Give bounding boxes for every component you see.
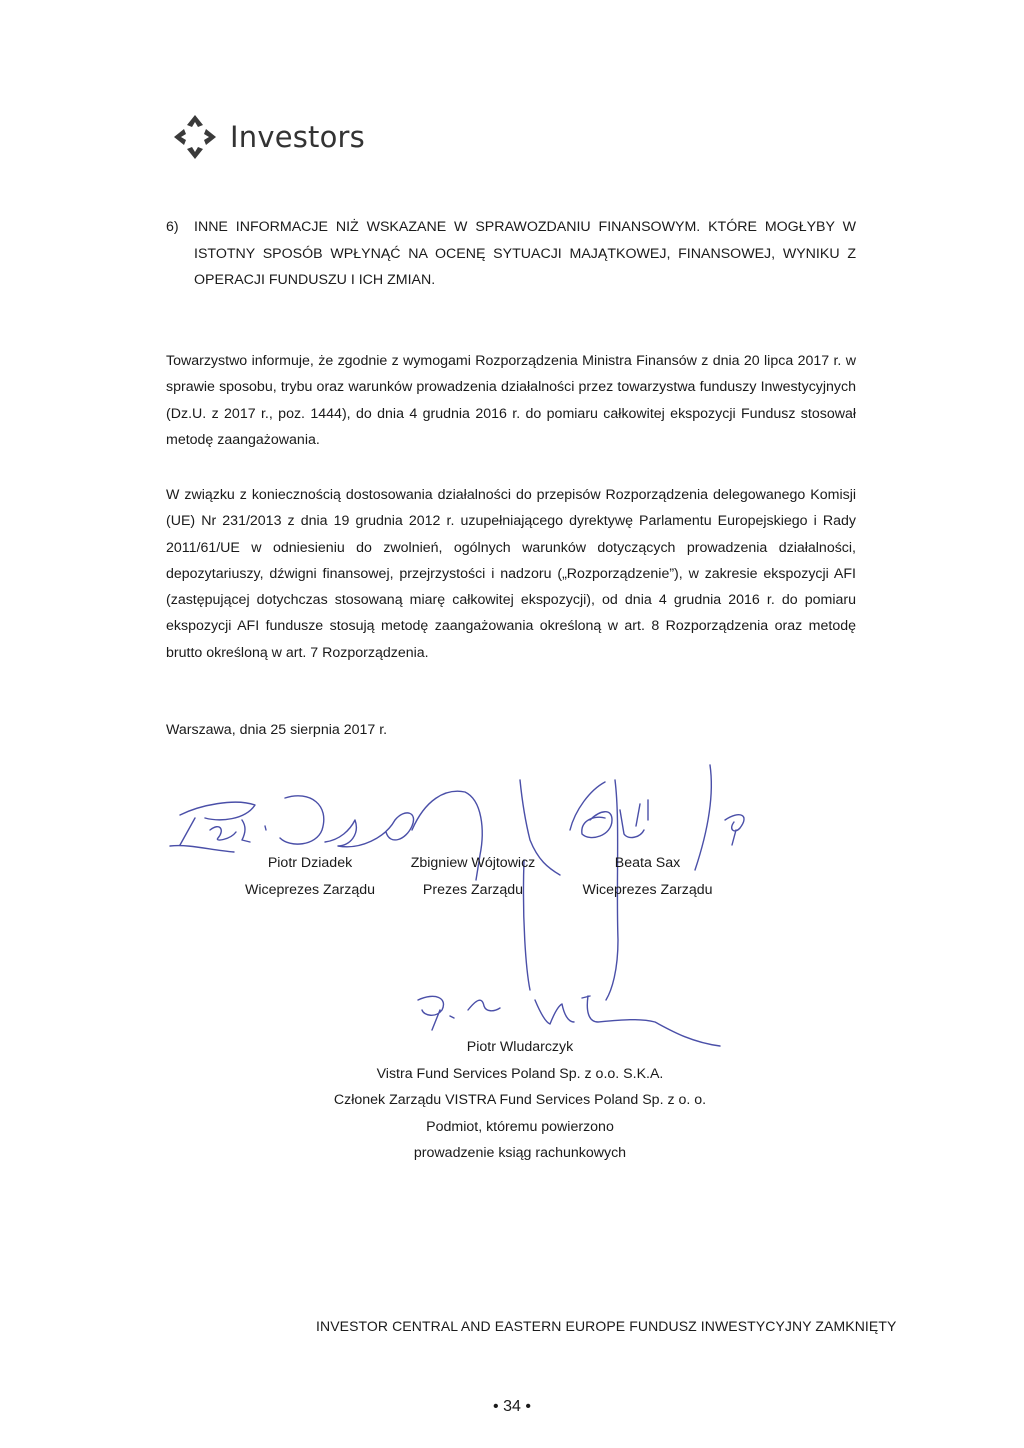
footer-title: INVESTOR CENTRAL AND EASTERN EUROPE FUNDUSZ INWESTYCYJNY ZAMKNIĘTY (316, 1318, 897, 1334)
section-heading (166, 214, 856, 294)
accountant-note-line-1: Podmiot, któremu powierzono (426, 1118, 614, 1135)
accountant-name: Piotr Wludarczyk (466, 1039, 574, 1055)
accountant-block (320, 1034, 720, 1167)
accountant-company: Vistra Fund Services Poland Sp. z o.o. S.K.A. (376, 1065, 664, 1082)
page-number: • 34 • (493, 1398, 531, 1415)
paragraph-2: W związku z koniecznością dostosowania działalności do przepisów Rozporządzenia delegowanego Komisji (UE) Nr 231/2013 z dnia 19 grudnia 2012 r. uzupełniającego dyrektywę Parlamentu Europejskiego i Rady 2011/61/UE w odniesieniu do zwolnień, ogólnych warunków dotyczących prowadzenia działalności, depozytariuszy, dźwigni finansowej, przejrzystości i nadzoru („Rozporządzenie”), w zakresie ekspozycji AFI (zastępującej dotychczas stosowaną miarę całkowitej ekspozycji), od dnia 4 grudnia 2016 r. do pomiaru ekspozycji AFI fundusze stosują metodę zaangażowania określoną w art. 8 Rozporządzenia oraz metodę brutto określoną w art. 7 Rozporządzenia. (166, 487, 856, 661)
signatory-role: Wiceprezes Zarządu (582, 882, 713, 898)
paragraph-1: Towarzystwo informuje, że zgodnie z wymogami Rozporządzenia Ministra Finansów z dnia 20 lipca 2017 r. w sprawie sposobu, trybu oraz warunków prowadzenia działalności przez towarzystwa funduszy Inwestycyjnych (Dz.U. z 2017 r., poz. 1444), do dnia 4 grudnia 2016 r. do pomiaru całkowitej ekspozycji Fundusz stosował metodę zaangażowania. (166, 353, 856, 448)
section-heading-text: INNE INFORMACJE NIŻ WSKAZANE W SPRAWOZDANIU FINANSOWYM. KTÓRE MOGŁYBY W ISTOTNY SPOSÓB WPŁYNĄĆ NA OCENĘ SYTUACJI MAJĄTKOWEJ, FINANSOWEJ, WYNIKU Z OPERACJI FUNDUSZU I ICH ZMIAN. (194, 219, 856, 288)
signatory-3 (570, 850, 725, 904)
signatures-drawing (150, 760, 770, 1060)
logo-text: Investors (230, 120, 365, 154)
signatory-1 (230, 850, 390, 904)
place-date: Warszawa, dnia 25 sierpnia 2017 r. (166, 722, 388, 738)
investors-logo-icon (172, 113, 218, 161)
accountant-note-line-2: prowadzenie ksiąg rachunkowych (413, 1145, 627, 1161)
signatory-role: Prezes Zarządu (422, 882, 524, 898)
signatory-2 (398, 850, 548, 904)
signatory-name: Piotr Dziadek (267, 855, 353, 871)
company-logo (172, 112, 365, 162)
signatory-name: Beata Sax (614, 855, 681, 871)
signatory-name: Zbigniew Wójtowicz (410, 855, 536, 871)
signatory-role: Wiceprezes Zarządu (244, 882, 376, 898)
section-number: 6) (166, 219, 179, 235)
accountant-role: Członek Zarządu VISTRA Fund Services Poland Sp. z o. o. (333, 1092, 707, 1108)
